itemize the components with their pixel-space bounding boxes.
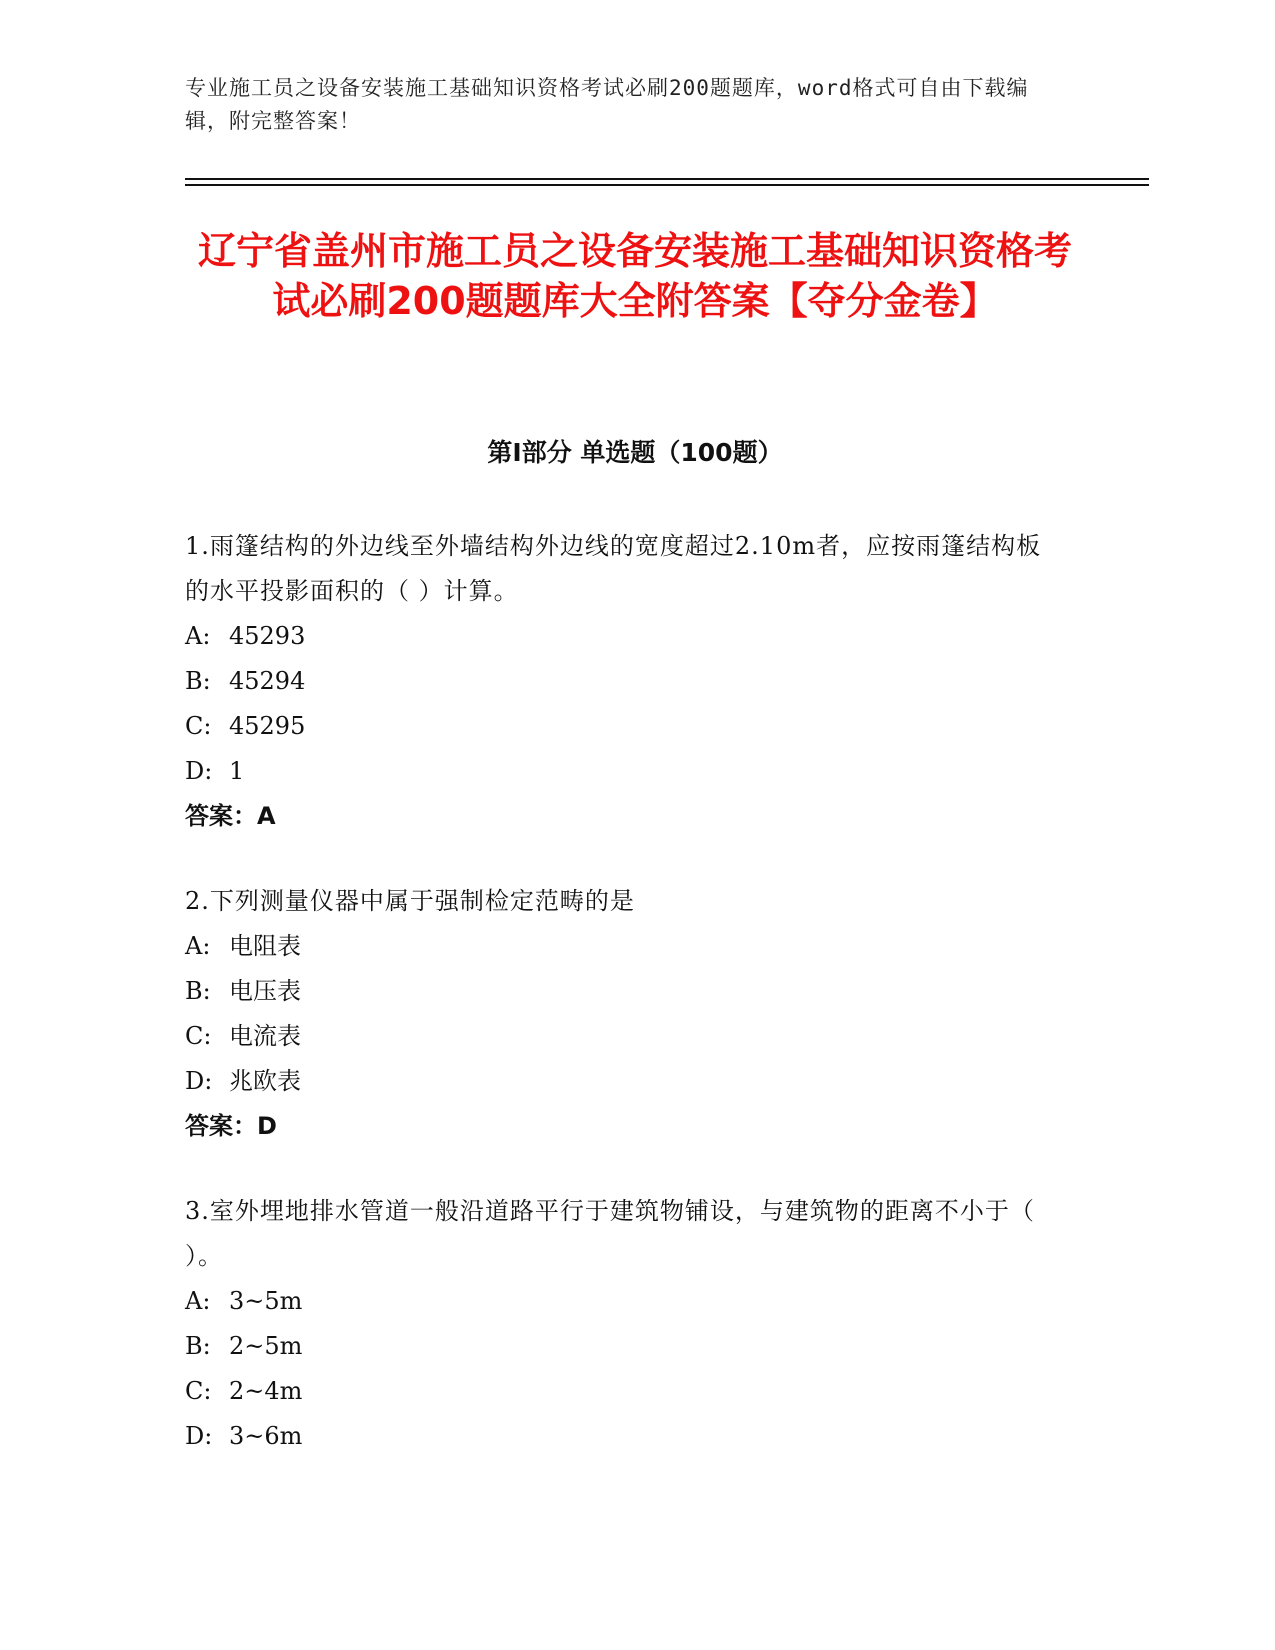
- question-3: [185, 1189, 1065, 1459]
- option-text: 1: [229, 757, 245, 785]
- option-d: [185, 1414, 1065, 1459]
- option-text: 45293: [229, 622, 306, 650]
- section-title: 第I部分 单选题（100题）: [487, 438, 783, 467]
- option-letter: C:: [185, 1022, 212, 1050]
- option-text: 3~5m: [229, 1287, 303, 1315]
- option-text: 2~4m: [229, 1377, 303, 1405]
- header-note: 专业施工员之设备安装施工基础知识资格考试必刷200题题库，word格式可自由下载编辑，附完整答案！: [185, 76, 1029, 133]
- option-text: 3~6m: [229, 1422, 303, 1450]
- option-text: 电压表: [229, 977, 301, 1005]
- option-text: 45294: [229, 667, 306, 695]
- option-b: [185, 659, 1065, 704]
- question-stem: 1.雨篷结构的外边线至外墙结构外边线的宽度超过2.10m者，应按雨篷结构板的水平投影面积的（ ）计算。: [185, 532, 1042, 605]
- option-c: [185, 1014, 1065, 1059]
- option-text: 兆欧表: [229, 1067, 301, 1095]
- option-letter: C:: [185, 712, 212, 740]
- option-letter: B:: [185, 1332, 211, 1360]
- option-c: [185, 1369, 1065, 1414]
- option-letter: D:: [185, 1067, 213, 1095]
- option-d: [185, 1059, 1065, 1104]
- option-b: [185, 1324, 1065, 1369]
- option-letter: B:: [185, 667, 211, 695]
- question-stem: 2.下列测量仪器中属于强制检定范畴的是: [185, 887, 635, 915]
- option-b: [185, 969, 1065, 1014]
- question-2: [185, 879, 1065, 1149]
- option-letter: A:: [185, 1287, 211, 1315]
- option-letter: C:: [185, 1377, 212, 1405]
- document-title: 辽宁省盖州市施工员之设备安装施工基础知识资格考试必刷200题题库大全附答案【夺分金卷】: [197, 229, 1072, 323]
- question-stem: 3.室外埋地排水管道一般沿道路平行于建筑物铺设，与建筑物的距离不小于（ ）。: [185, 1197, 1035, 1270]
- option-letter: B:: [185, 977, 211, 1005]
- option-text: 电阻表: [229, 932, 301, 960]
- option-text: 电流表: [229, 1022, 301, 1050]
- option-d: [185, 749, 1065, 794]
- option-letter: A:: [185, 932, 211, 960]
- option-letter: A:: [185, 622, 211, 650]
- question-1: [185, 524, 1065, 839]
- option-a: [185, 1279, 1065, 1324]
- question-list: [185, 524, 1065, 1499]
- header-rule-bottom: [185, 184, 1149, 186]
- option-c: [185, 704, 1065, 749]
- option-text: 2~5m: [229, 1332, 303, 1360]
- option-letter: D:: [185, 1422, 213, 1450]
- header-rule-top: [185, 178, 1149, 180]
- answer-line: 答案：D: [185, 1112, 277, 1140]
- option-a: [185, 614, 1065, 659]
- option-text: 45295: [229, 712, 306, 740]
- option-letter: D:: [185, 757, 213, 785]
- option-a: [185, 924, 1065, 969]
- answer-line: 答案：A: [185, 802, 276, 830]
